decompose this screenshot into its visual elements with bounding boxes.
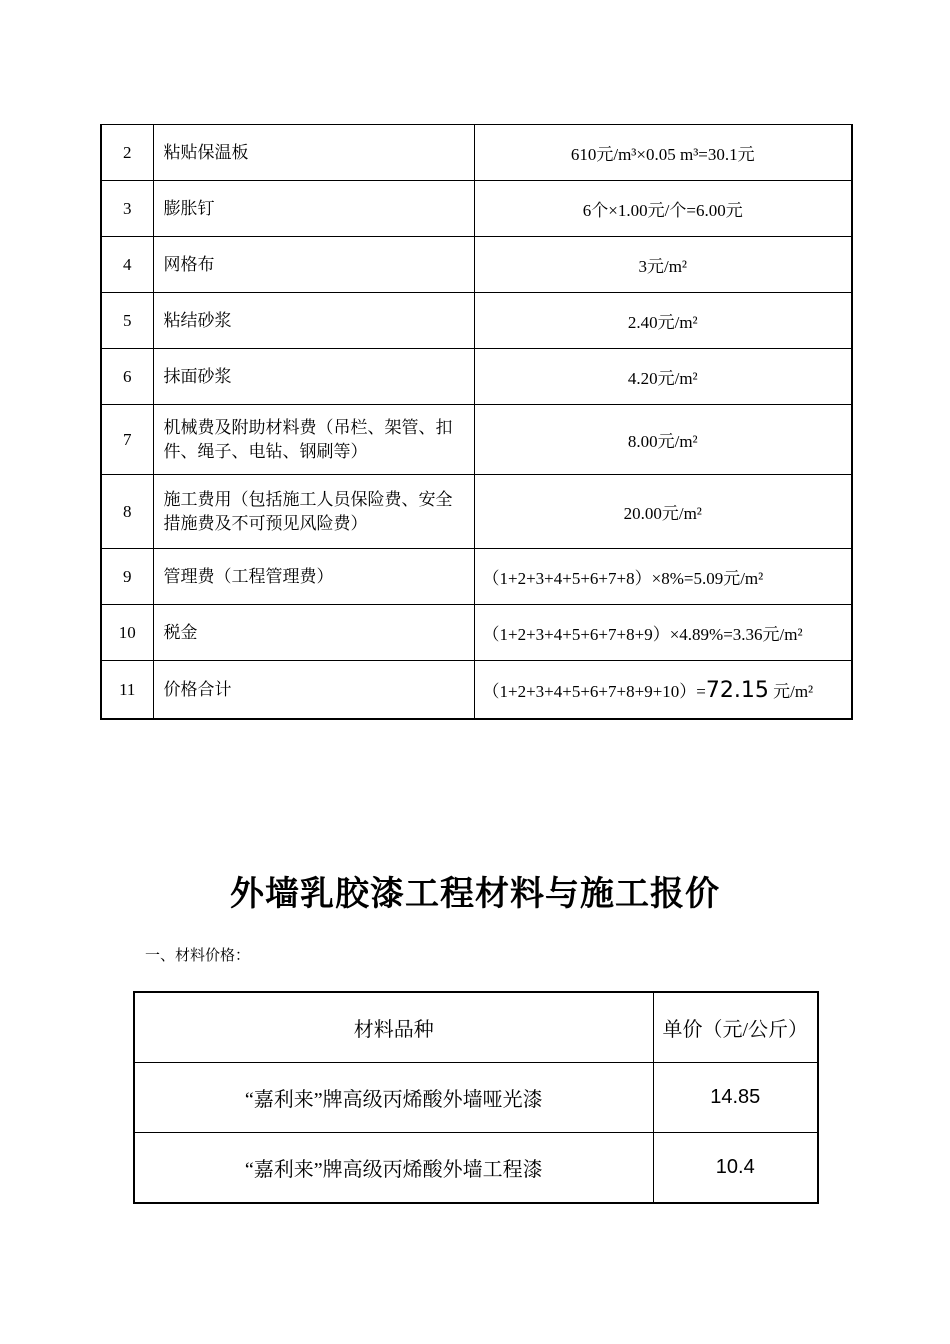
table-row <box>101 605 852 661</box>
table-row <box>101 349 852 405</box>
item-name: 管理费（工程管理费） <box>153 549 474 605</box>
row-number: 5 <box>101 293 153 349</box>
item-name: 网格布 <box>153 237 474 293</box>
total-unit: 元/m² <box>773 681 814 701</box>
item-price: （1+2+3+4+5+6+7+8+9）×4.89%=3.36元/m² <box>474 605 852 661</box>
total-value: 72.15 <box>705 677 769 703</box>
item-price: 4.20元/m² <box>474 349 852 405</box>
table-row <box>101 405 852 475</box>
row-number: 7 <box>101 405 153 475</box>
table-header-row <box>134 992 818 1063</box>
row-number: 9 <box>101 549 153 605</box>
item-price: 610元/m³×0.05 m³=30.1元 <box>474 125 852 181</box>
table-row <box>101 661 852 720</box>
item-name: 施工费用（包括施工人员保险费、安全措施费及不可预见风险费） <box>153 475 474 549</box>
material-name: “嘉利来”牌高级丙烯酸外墙哑光漆 <box>134 1063 653 1133</box>
item-price: 20.00元/m² <box>474 475 852 549</box>
row-number: 6 <box>101 349 153 405</box>
item-name: 机械费及附助材料费（吊栏、架管、扣件、绳子、电钻、钢刷等） <box>153 405 474 475</box>
row-number: 11 <box>101 661 153 720</box>
table-row <box>101 125 852 181</box>
column-header-unit-price: 单价（元/公斤） <box>653 992 818 1063</box>
material-name: “嘉利来”牌高级丙烯酸外墙工程漆 <box>134 1133 653 1204</box>
item-name: 抹面砂浆 <box>153 349 474 405</box>
item-name: 粘贴保温板 <box>153 125 474 181</box>
item-price: 3元/m² <box>474 237 852 293</box>
item-price: 8.00元/m² <box>474 405 852 475</box>
row-number: 3 <box>101 181 153 237</box>
material-price-heading: 一、材料价格： <box>145 948 251 964</box>
item-name: 税金 <box>153 605 474 661</box>
item-name: 膨胀钉 <box>153 181 474 237</box>
item-name: 粘结砂浆 <box>153 293 474 349</box>
table-row <box>101 475 852 549</box>
table-row <box>101 237 852 293</box>
cost-breakdown-table <box>100 124 853 720</box>
material-price: 14.85 <box>653 1063 818 1133</box>
table-row <box>101 181 852 237</box>
material-price: 10.4 <box>653 1133 818 1204</box>
item-price: （1+2+3+4+5+6+7+8）×8%=5.09元/m² <box>474 549 852 605</box>
section-title: 外墙乳胶漆工程材料与施工报价 <box>230 874 720 914</box>
material-price-table <box>133 991 819 1204</box>
table-row <box>101 549 852 605</box>
row-number: 2 <box>101 125 153 181</box>
item-price: 2.40元/m² <box>474 293 852 349</box>
table-row <box>101 293 852 349</box>
table-row <box>134 1063 818 1133</box>
item-price: 6个×1.00元/个=6.00元 <box>474 181 852 237</box>
row-number: 10 <box>101 605 153 661</box>
column-header-material: 材料品种 <box>134 992 653 1063</box>
total-formula: （1+2+3+4+5+6+7+8+9+10）= <box>482 681 706 701</box>
row-number: 8 <box>101 475 153 549</box>
row-number: 4 <box>101 237 153 293</box>
total-price <box>474 661 852 720</box>
item-name: 价格合计 <box>153 661 474 720</box>
table-row <box>134 1133 818 1204</box>
